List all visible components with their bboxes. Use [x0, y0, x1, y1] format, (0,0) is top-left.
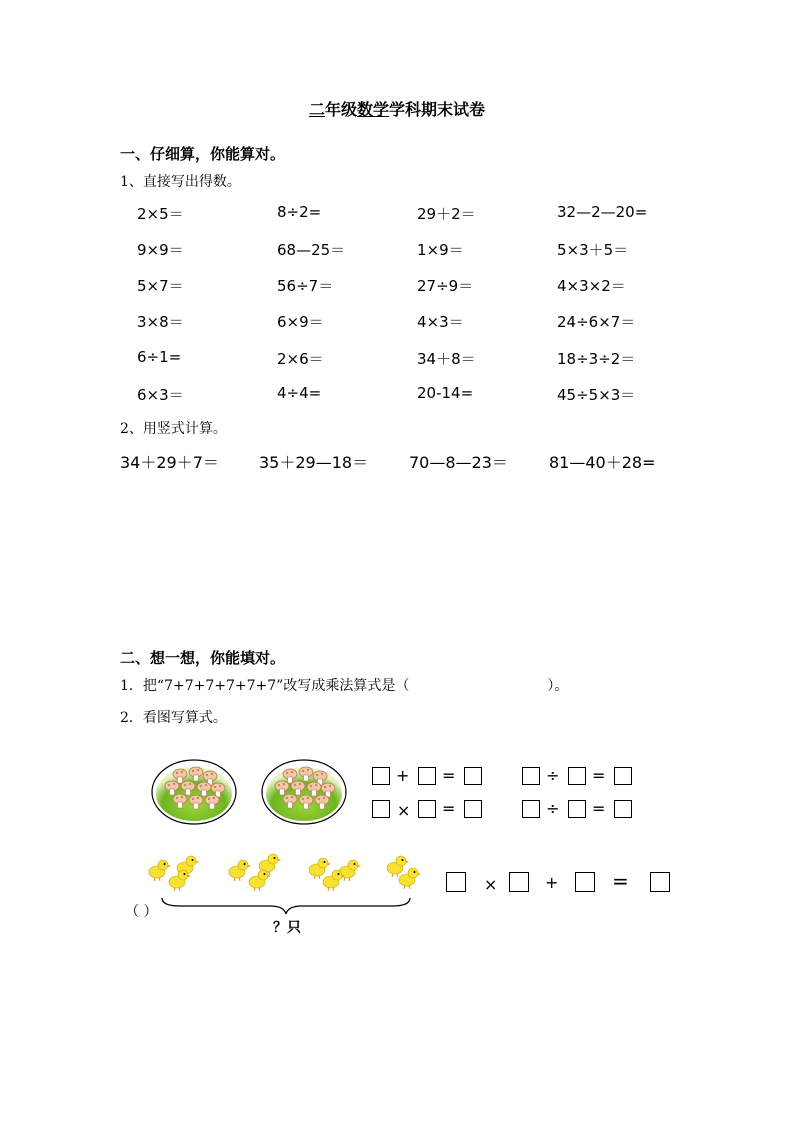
answer-box[interactable]: [568, 767, 586, 785]
section2-question1: [120, 675, 568, 695]
page-title: [0, 97, 794, 120]
plate-right: [262, 760, 346, 824]
answer-box[interactable]: [418, 767, 436, 785]
vertical-calc-1: 34＋29＋7＝: [120, 453, 219, 472]
section1-heading: 一、仔细算，你能算对。: [120, 145, 286, 163]
answer-parentheses[interactable]: （ ）: [125, 904, 158, 920]
section2-question2: 2．看图写算式。: [120, 710, 227, 726]
mental-math-item: 2×6＝: [277, 350, 324, 368]
mental-math-item: 4÷4=: [277, 384, 322, 402]
vertical-calc-3: 70—8—23＝: [409, 453, 508, 472]
answer-box[interactable]: [372, 767, 390, 785]
mental-math-item: 6×3＝: [137, 386, 184, 404]
mental-math-item: 4×3×2＝: [557, 277, 626, 295]
mental-math-item: 6÷1=: [137, 348, 182, 366]
divide-sign: ÷: [546, 766, 560, 785]
chick-group-1: [149, 856, 199, 891]
section1-question2: 2、用竖式计算。: [120, 421, 227, 437]
answer-box[interactable]: [614, 767, 632, 785]
brace-label: ？只: [273, 920, 301, 936]
mental-math-item: 29＋2＝: [417, 205, 476, 223]
mental-math-item: 32—2—20=: [557, 203, 648, 221]
mental-math-item: 3×8＝: [137, 313, 184, 331]
plus-sign: +: [545, 873, 559, 892]
mental-math-item: 8÷2=: [277, 203, 322, 221]
chick-group-4: [387, 856, 421, 889]
vertical-calc-2: 35＋29—18＝: [259, 453, 369, 472]
mental-math-item: 4×3＝: [417, 313, 464, 331]
answer-box[interactable]: [509, 872, 529, 892]
mental-math-item: 68—25＝: [277, 241, 346, 259]
equals-sign: =: [592, 799, 606, 818]
chicks-illustration: [145, 850, 430, 895]
mental-math-item: 45÷5×3＝: [557, 386, 636, 404]
answer-box[interactable]: [372, 800, 390, 818]
mental-math-item: 5×3＋5＝: [557, 241, 629, 259]
chick-group-2: [229, 854, 281, 891]
answer-box[interactable]: [464, 767, 482, 785]
answer-box[interactable]: [522, 767, 540, 785]
equals-sign: =: [442, 799, 456, 818]
equals-sign: =: [442, 766, 456, 785]
mental-math-item: 34＋8＝: [417, 350, 476, 368]
title-grade: 年级: [324, 100, 357, 119]
answer-box[interactable]: [418, 800, 436, 818]
mental-math-item: 56÷7＝: [277, 277, 334, 295]
mental-math-item: 20-14=: [417, 384, 474, 402]
mushroom-plates-illustration: [150, 756, 360, 828]
title-subject: 数学: [357, 100, 390, 119]
answer-box[interactable]: [568, 800, 586, 818]
times-sign: ×: [397, 801, 411, 820]
answer-box[interactable]: [575, 872, 595, 892]
mental-math-item: 9×9＝: [137, 241, 184, 259]
question1-close: ）。: [547, 678, 569, 694]
mental-math-item: 1×9＝: [417, 241, 464, 259]
mental-math-item: 18÷3÷2＝: [557, 350, 636, 368]
times-sign: ×: [484, 875, 498, 894]
equals-sign: =: [612, 869, 629, 893]
answer-box[interactable]: [446, 872, 466, 892]
answer-box[interactable]: [464, 800, 482, 818]
mental-math-item: 5×7＝: [137, 277, 184, 295]
vertical-calc-4: 81—40＋28=: [549, 453, 656, 472]
answer-box[interactable]: [522, 800, 540, 818]
divide-sign: ÷: [546, 799, 560, 818]
title-rest: 学科期末试卷: [389, 100, 486, 119]
brace: [160, 896, 412, 916]
title-grade-number: 二: [308, 100, 325, 119]
mental-math-item: 27÷9＝: [417, 277, 474, 295]
plate-left: [152, 760, 236, 824]
plus-sign: +: [396, 766, 410, 785]
mental-math-item: 6×9＝: [277, 313, 324, 331]
question1-text: 1．把“7+7+7+7+7+7”改写成乘法算式是（: [120, 678, 410, 694]
mental-math-item: 24÷6×7＝: [557, 313, 636, 331]
equals-sign: =: [592, 766, 606, 785]
answer-box[interactable]: [650, 872, 670, 892]
chick-group-3: [309, 858, 361, 891]
mental-math-item: 2×5＝: [137, 205, 184, 223]
answer-box[interactable]: [614, 800, 632, 818]
section1-question1: 1、直接写出得数。: [120, 174, 241, 190]
section2-heading: 二、想一想，你能填对。: [120, 649, 286, 667]
